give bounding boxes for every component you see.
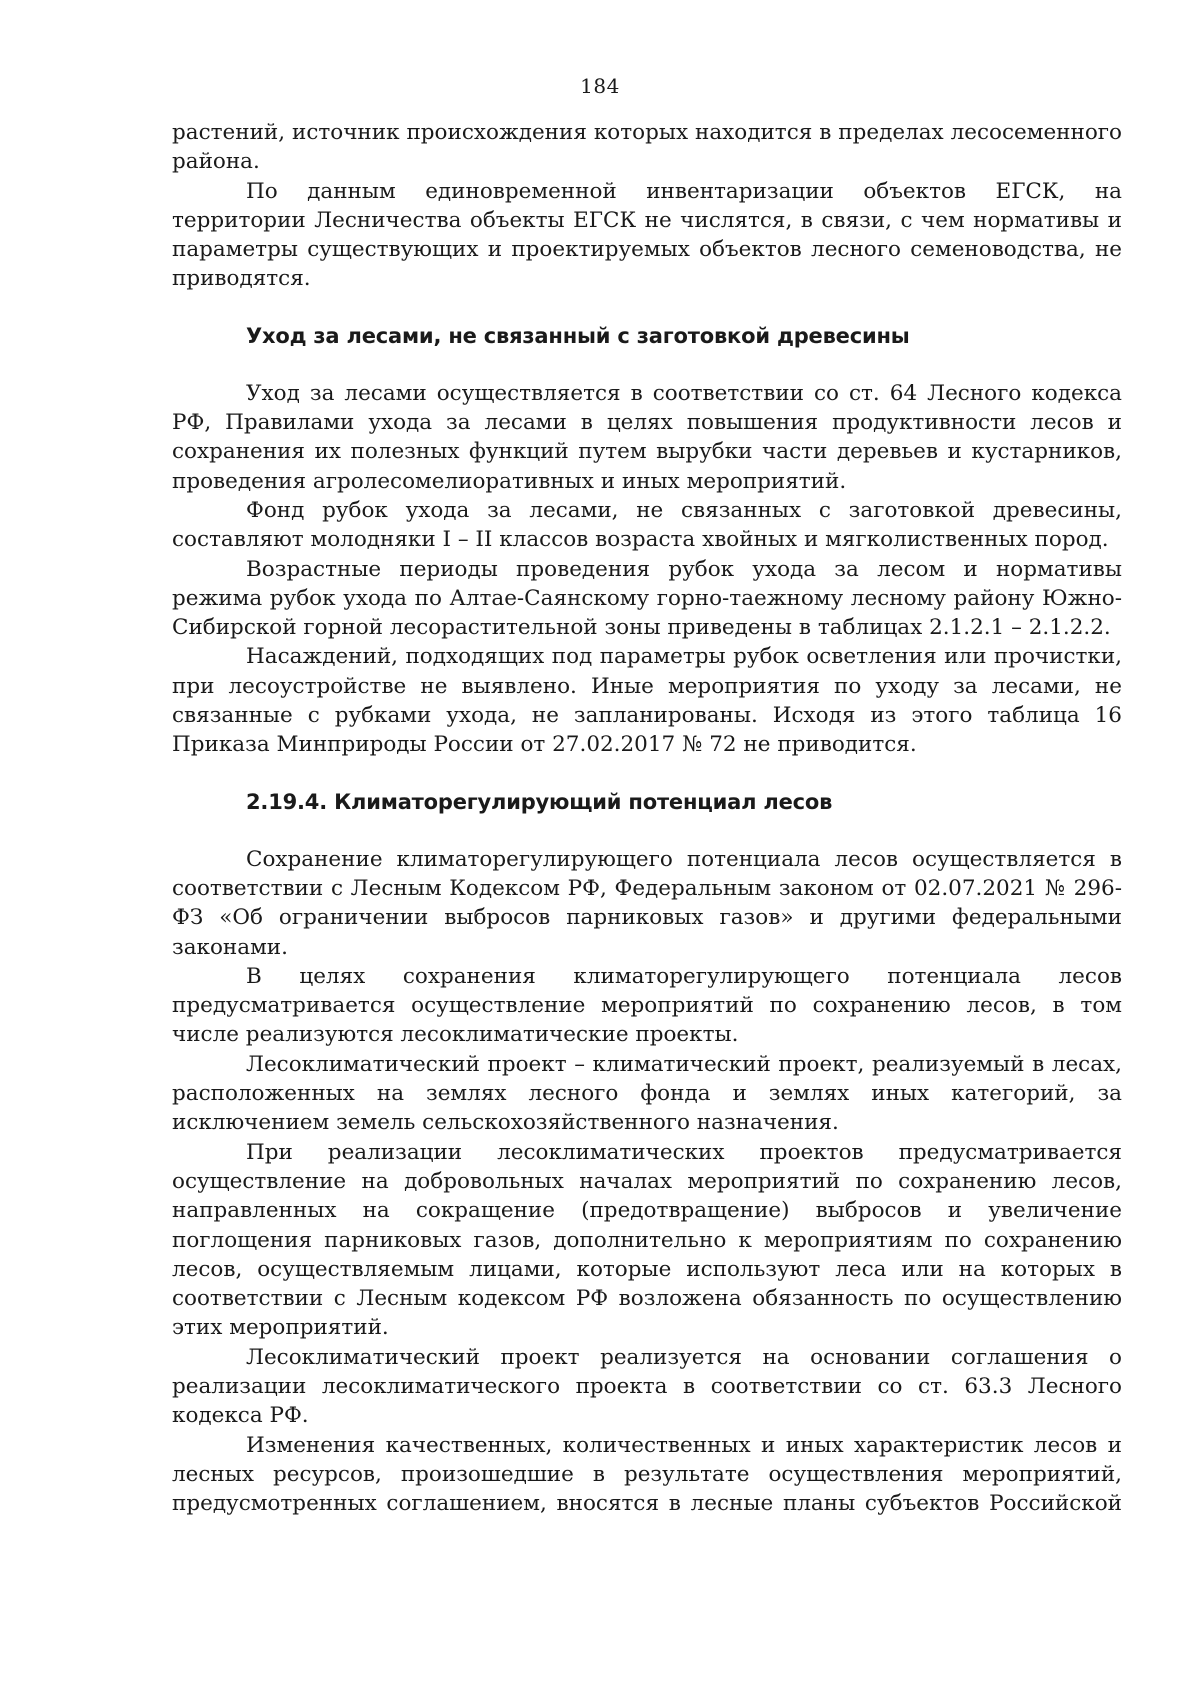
paragraph-forest-climate-project: Лесоклиматический проект – климатический проект, реализуемый в лесах, расположенных на землях лесного фонда и землях иных категорий, за исключением земель сельскохозяйственного назначения.	[172, 1051, 1122, 1136]
paragraph-forest-care: Уход за лесами осуществляется в соответствии со ст. 64 Лесного кодекса РФ, Правилами ухода за лесами в целях повышения продуктивности лесов и сохранения их полезных функций путем вырубки части деревьев и кустарников, проведения агролесомелиоративных и иных мероприятий.	[172, 380, 1122, 494]
paragraph-climate-preservation: Сохранение климаторегулирующего потенциала лесов осуществляется в соответствии с Лесным Кодексом РФ, Федеральным законом от 02.07.2021 № 296-ФЗ «Об ограничении выбросов парниковых газов» и другими федеральными законами.	[172, 846, 1122, 960]
paragraph-climate-goals: В целях сохранения климаторегулирующего потенциала лесов предусматривается осуществление мероприятий по сохранению лесов, в том числе реализуются лесоклиматические проекты.	[172, 963, 1122, 1048]
paragraph-changes: Изменения качественных, количественных и иных характеристик лесов и лесных ресурсов, произошедшие в результате осуществления мероприятий, предусмотренных соглашением, вносятся в лесные планы субъектов Российской	[172, 1432, 1122, 1517]
section-heading-forest-care: Уход за лесами, не связанный с заготовкой древесины	[246, 323, 910, 348]
paragraph-project-implementation: При реализации лесоклиматических проектов предусматривается осуществление на добровольных началах мероприятий по сохранению лесов, направленных на сокращение (предотвращение) выбросов и увеличение поглощения парниковых газов, дополнительно к мероприятиям по сохранению лесов, осуществляемым лицами, которые используют леса или на которых в соответствии с Лесным кодексом РФ возложена обязанность по осуществлению этих мероприятий.	[172, 1139, 1122, 1341]
section-heading-climate-potential: 2.19.4. Климаторегулирующий потенциал лесов	[246, 789, 833, 814]
paragraph-age-periods: Возрастные периоды проведения рубок ухода за лесом и нормативы режима рубок ухода по Алтае-Саянскому горно-таежному лесному району Южно-Сибирской горной лесорастительной зоны приведены в таблицах 2.1.2.1 – 2.1.2.2.	[172, 556, 1122, 641]
paragraph-continuation: растений, источник происхождения которых находится в пределах лесосеменного района.	[172, 120, 1122, 175]
paragraph-agreement: Лесоклиматический проект реализуется на основании соглашения о реализации лесоклиматического проекта в соответствии со ст. 63.3 Лесного кодекса РФ.	[172, 1344, 1122, 1429]
document-body	[172, 118, 1122, 1518]
paragraph-thinning-fund: Фонд рубок ухода за лесами, не связанных с заготовкой древесины, составляют молодняки I – II классов возраста хвойных и мягколиственных пород.	[172, 497, 1122, 553]
paragraph-stands: Насаждений, подходящих под параметры рубок осветления или прочистки, при лесоустройстве не выявлено. Иные мероприятия по уходу за лесами, не связанные с рубками ухода, не запланированы. Исходя из этого таблица 16 Приказа Минприроды России от 27.02.2017 № 72 не приводится.	[172, 644, 1122, 758]
paragraph-egsk: По данным единовременной инвентаризации объектов ЕГСК, на территории Лесничества объекты ЕГСК не числятся, в связи, с чем нормативы и параметры существующих и проектируемых объектов лесного семеноводства, не приводятся.	[172, 178, 1122, 292]
page-number: 184	[580, 74, 620, 98]
